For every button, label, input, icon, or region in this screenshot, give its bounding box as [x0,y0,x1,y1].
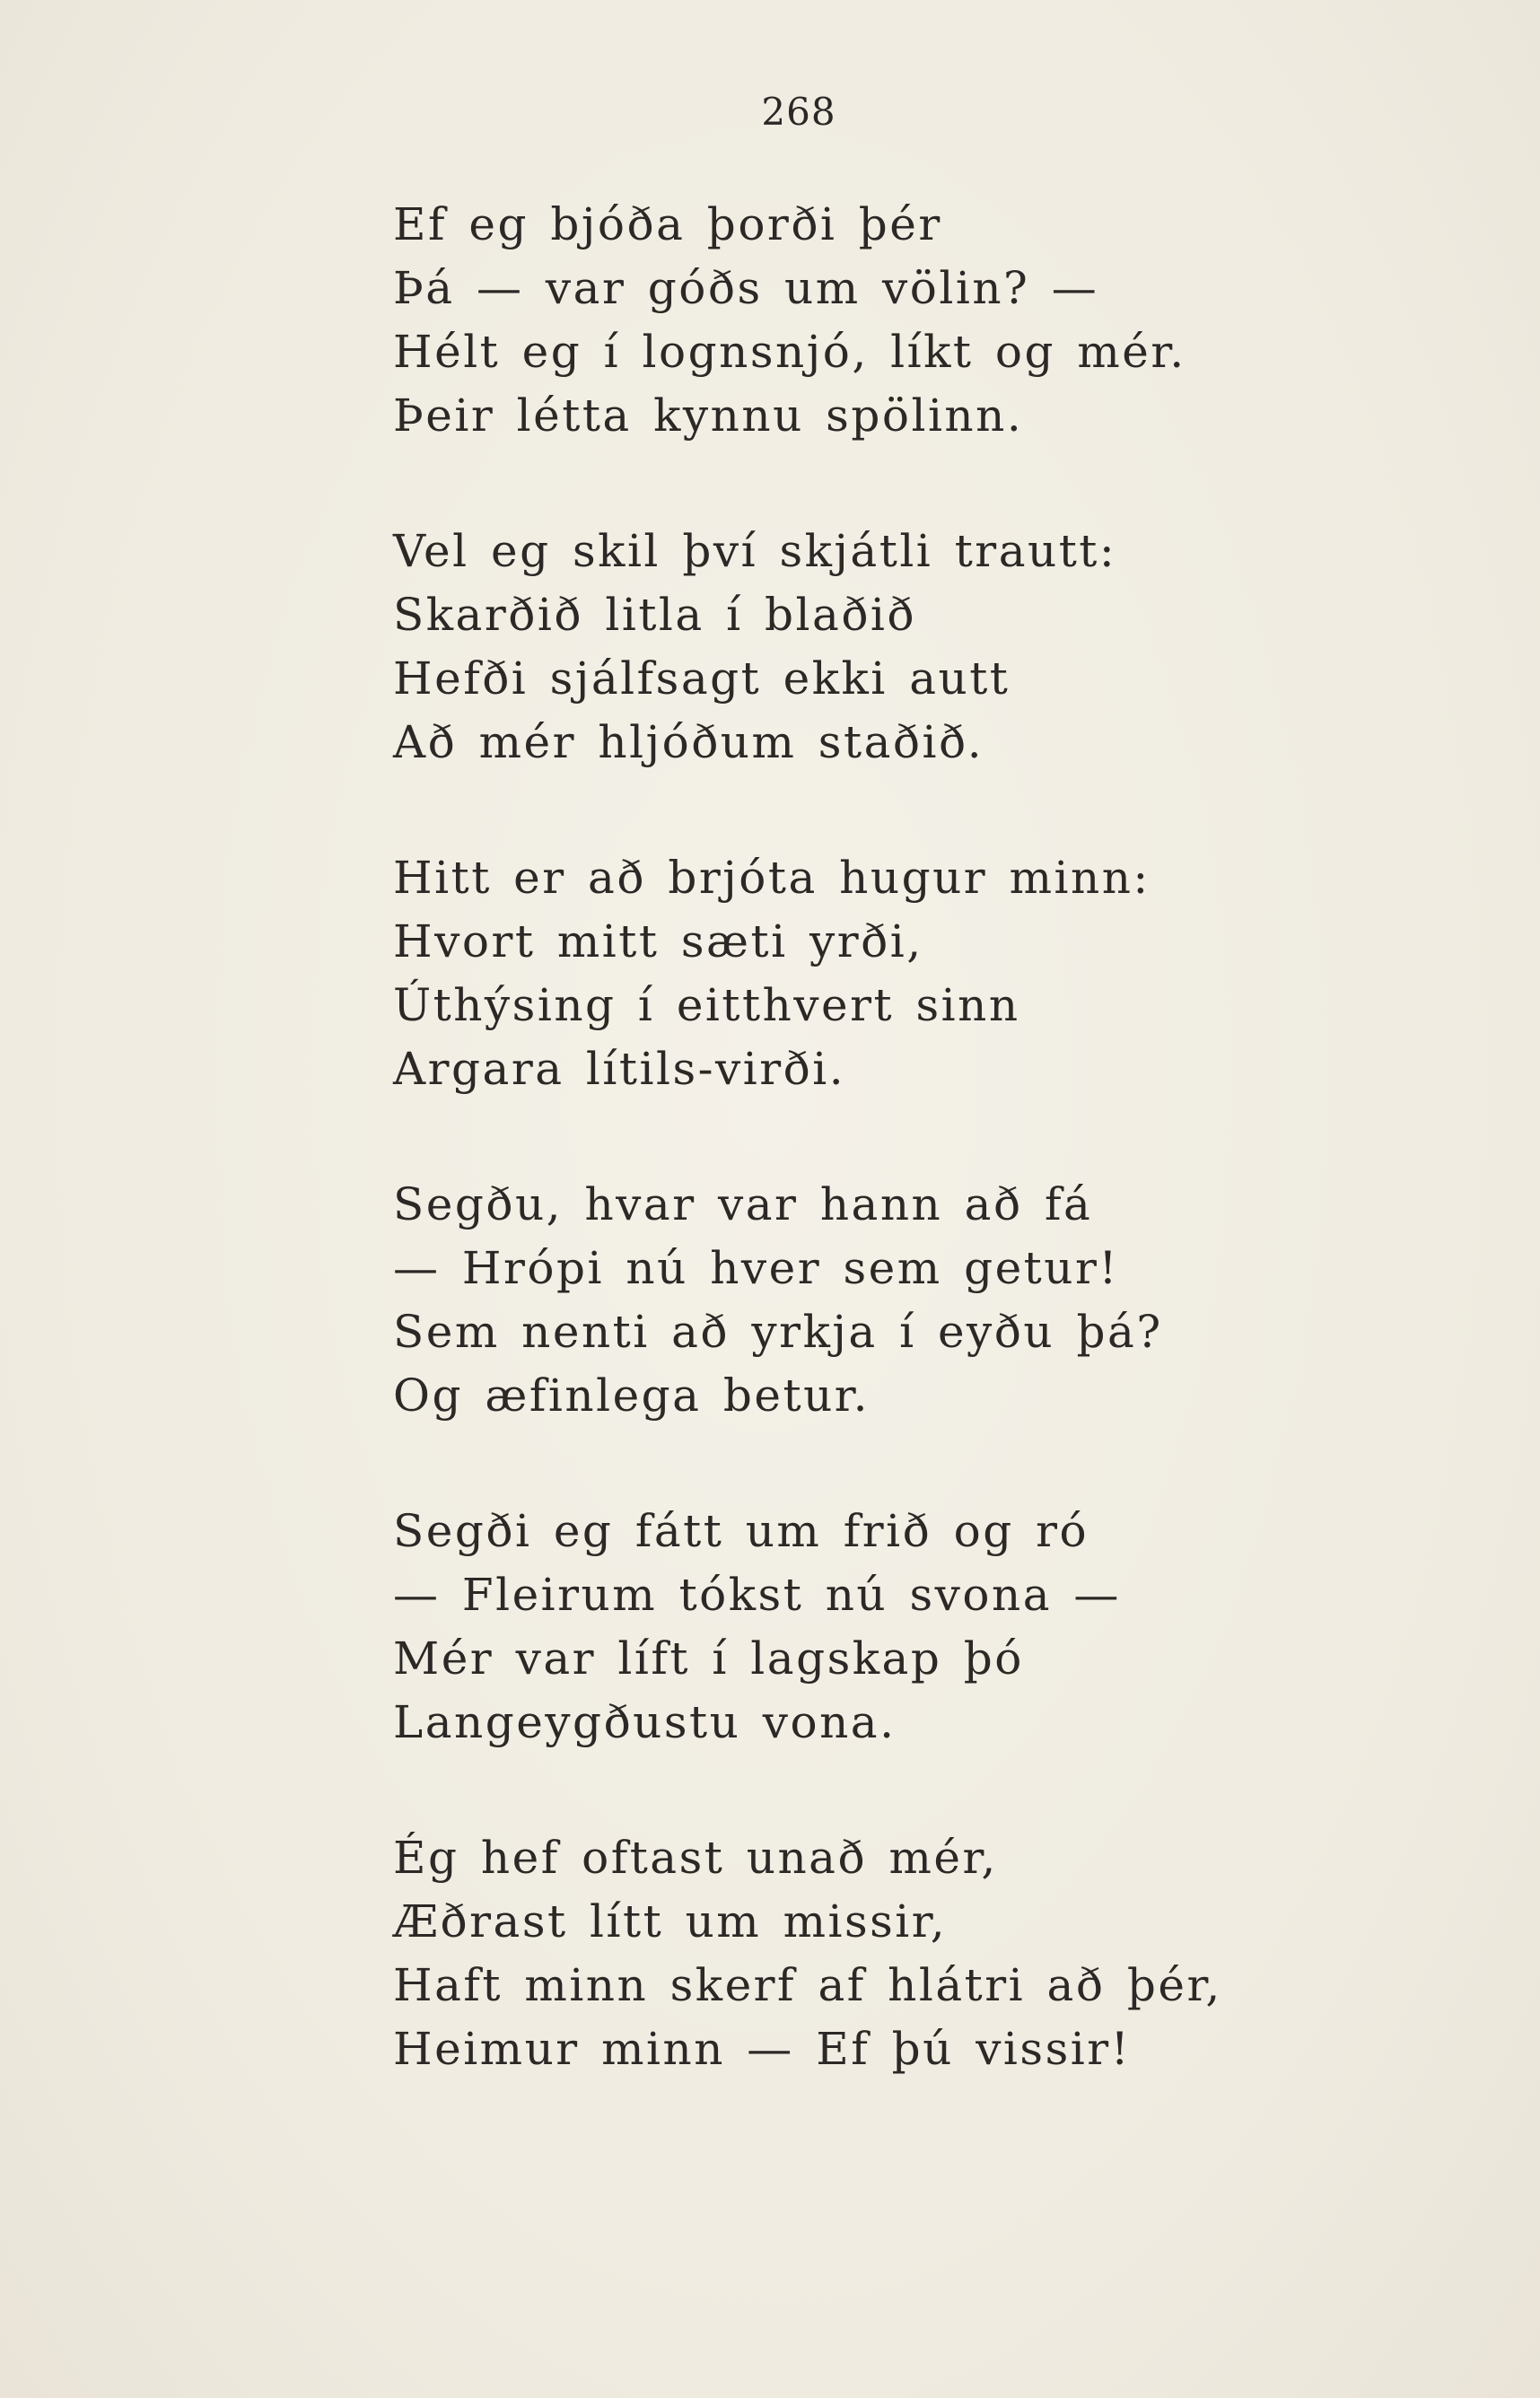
stanza-1 [393,193,1452,448]
poem-line: Ég hef oftast unað mér, [393,1832,998,1884]
poem-line: Ef eg bjóða þorði þér [393,198,942,250]
poem-line: Vel eg skil því skjátli trautt: [393,525,1117,577]
poem-line: — Hrópi nú hver sem getur! [393,1242,1119,1294]
page-number: 268 [761,90,836,134]
stanza-2 [393,520,1452,775]
poem-line: Þeir létta kynnu spölinn. [393,389,1024,442]
poem-line: Segði eg fátt um frið og ró [393,1505,1089,1557]
poem [393,193,1452,2153]
poem-line: Hélt eg í lognsnjó, líkt og mér. [393,326,1186,378]
poem-line: Mér var líft í lagskap þó [393,1632,1024,1685]
poem-line: Haft minn skerf af hlátri að þér, [393,1959,1222,2011]
poem-line: Heimur minn — Ef þú vissir! [393,2023,1132,2075]
stanza-3 [393,846,1452,1101]
poem-line: Og æfinlega betur. [393,1370,871,1422]
poem-line: Hvort mitt sæti yrði, [393,915,923,967]
poem-line: Hitt er að brjóta hugur minn: [393,852,1151,904]
poem-line: Segðu, hvar var hann að fá [393,1178,1093,1230]
poem-line: Argara lítils-virði. [393,1043,846,1095]
poem-line: Langeygðustu vona. [393,1696,897,1748]
poem-line: Skarðið litla í blaðið [393,589,917,641]
poem-line: — Fleirum tókst nú svona — [393,1569,1121,1621]
stanza-6 [393,1826,1452,2081]
poem-line: Sem nenti að yrkja í eyðu þá? [393,1306,1163,1358]
poem-line: Æðrast lítt um missir, [393,1895,948,1947]
stanza-5 [393,1500,1452,1755]
stanza-4 [393,1173,1452,1428]
poem-line: Að mér hljóðum staðið. [393,716,984,768]
poem-line: Hefði sjálfsagt ekki autt [393,652,1011,705]
poem-line: Þá — var góðs um völin? — [393,262,1099,314]
poem-line: Úthýsing í eitthvert sinn [393,979,1020,1031]
